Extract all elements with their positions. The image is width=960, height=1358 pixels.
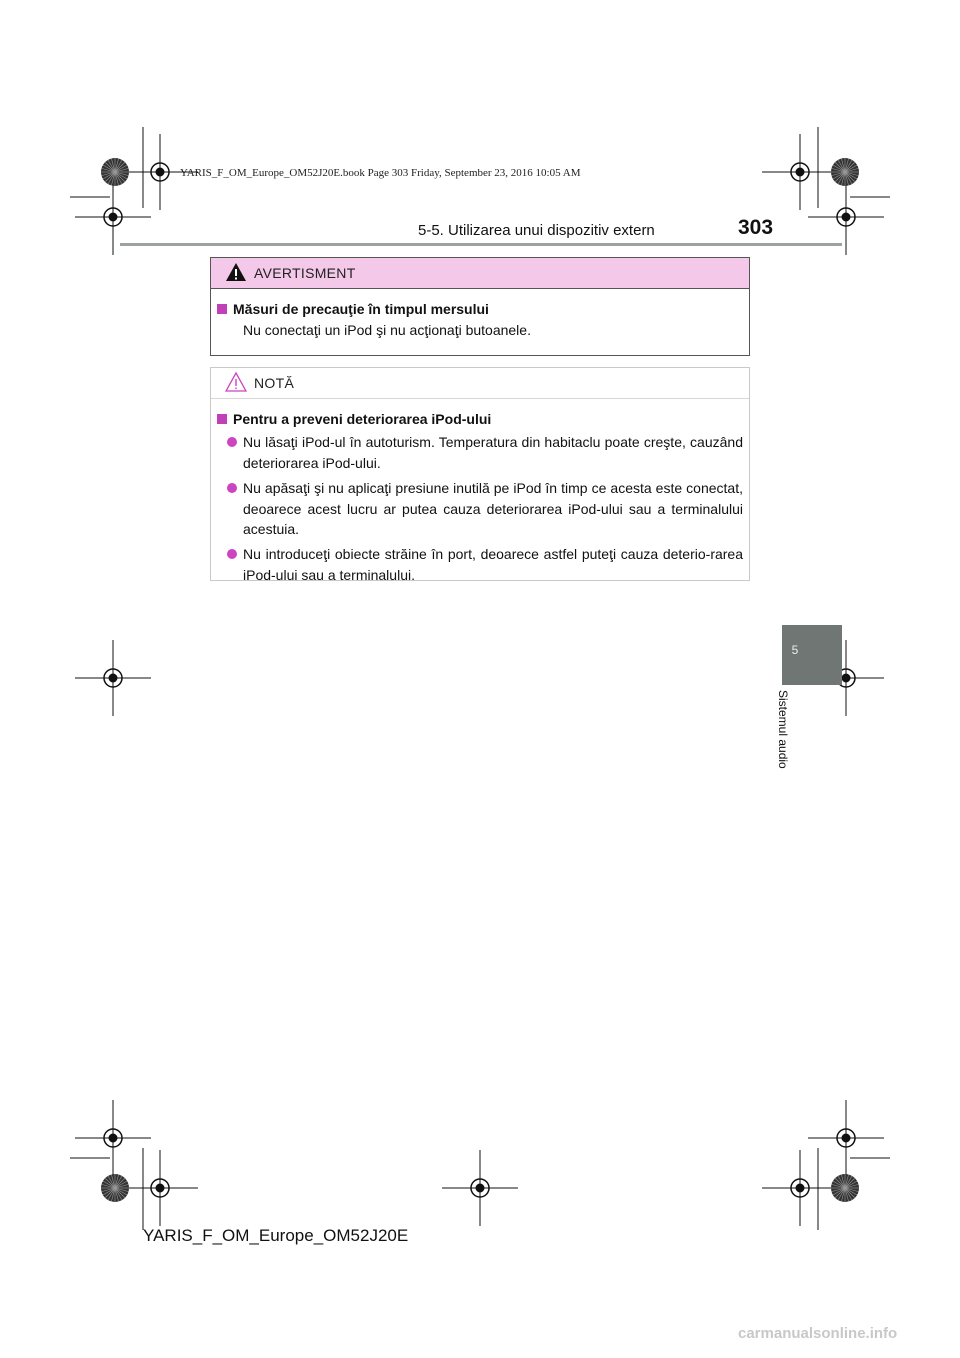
warning-title-text: Măsuri de precauţie în timpul mersului: [233, 301, 489, 317]
warning-label: AVERTISMENT: [254, 265, 356, 281]
note-item: [227, 544, 743, 585]
note-label: NOTĂ: [254, 375, 295, 391]
crosshair-target-icon: [122, 1150, 198, 1226]
crosshair-target-icon: [442, 1150, 518, 1226]
section-title: 5-5. Utilizarea unui dispozitiv extern: [418, 222, 655, 239]
warning-triangle-icon: [225, 261, 247, 283]
note-title-text: Pentru a preveni deteriorarea iPod-ului: [233, 411, 492, 427]
crosshair-target-icon: [75, 1100, 151, 1176]
chapter-label: Sistemul audio: [776, 690, 790, 769]
crosshair-target-icon: [762, 1150, 838, 1226]
square-bullet-icon: [217, 304, 227, 314]
chapter-number: 5: [791, 643, 799, 657]
watermark: carmanualsonline.info: [738, 1325, 898, 1342]
radial-print-mark-icon: [101, 158, 129, 186]
circle-bullet-icon: [227, 483, 237, 493]
note-item-text: Nu introduceţi obiecte străine în port, deoarece astfel puteţi cauza deterio-rarea iPod-ului sau a terminalului.: [243, 546, 743, 583]
note-header: [211, 368, 749, 399]
note-item: [227, 478, 743, 540]
caution-outline-icon: [225, 371, 247, 393]
warning-text: Nu conectaţi un iPod şi nu acţionaţi butoanele.: [243, 322, 531, 338]
radial-print-mark-icon: [831, 1174, 859, 1202]
header-rule: [120, 243, 842, 246]
circle-bullet-icon: [227, 549, 237, 559]
crosshair-target-icon: [808, 1100, 884, 1176]
square-bullet-icon: [217, 414, 227, 424]
warning-box: [210, 257, 750, 356]
crosshair-target-icon: [762, 134, 838, 210]
radial-print-mark-icon: [101, 1174, 129, 1202]
note-item-text: Nu lăsaţi iPod-ul în autoturism. Temperatura din habitaclu poate creşte, cauzând deteriorarea iPod-ului.: [243, 434, 743, 471]
page-number: 303: [738, 216, 774, 239]
book-info-line: YARIS_F_OM_Europe_OM52J20E.book Page 303 Friday, September 23, 2016 10:05 AM: [180, 167, 581, 179]
radial-print-mark-icon: [831, 158, 859, 186]
note-item-text: Nu apăsaţi şi nu aplicaţi presiune inutilă pe iPod în timp ce acesta este conectat, deoarece acest lucru ar putea cauza deteriorarea iPod-ului sau a terminalului acestuia.: [243, 480, 743, 537]
circle-bullet-icon: [227, 437, 237, 447]
footer-code: YARIS_F_OM_Europe_OM52J20E: [143, 1226, 409, 1245]
note-box: [210, 367, 750, 581]
warning-header: [211, 258, 749, 289]
note-title: [217, 411, 491, 427]
crosshair-target-icon: [75, 640, 151, 716]
warning-title: [217, 301, 489, 317]
note-item: [227, 432, 743, 473]
